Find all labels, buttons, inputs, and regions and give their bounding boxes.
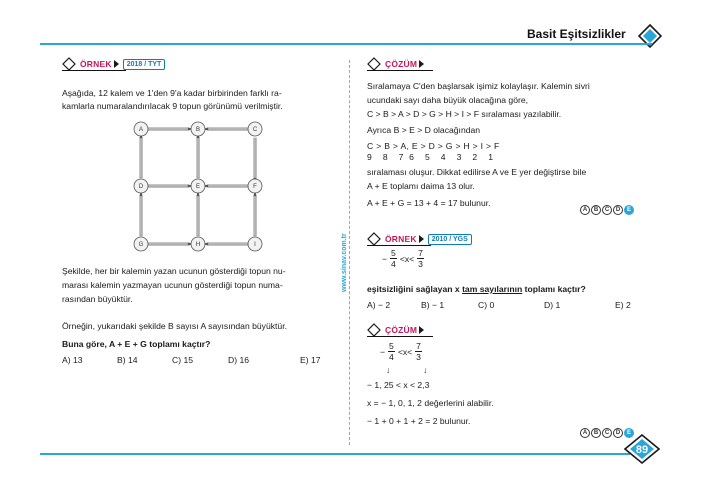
answer-circle: C xyxy=(602,205,612,215)
example2-label: ÖRNEK xyxy=(385,234,417,244)
ball-label: E xyxy=(195,184,201,190)
header-rule xyxy=(40,43,652,45)
year-tag: 2010 / YGS xyxy=(428,234,472,245)
example2-badge xyxy=(367,232,472,246)
down-arrow-icon: ↓ xyxy=(386,365,391,375)
option-c: C) 0 xyxy=(478,300,495,310)
ball-label: D xyxy=(138,184,144,190)
option-b: B) 14 xyxy=(117,355,138,365)
sol1-chain-numbers: 9 8 7 6 5 4 3 2 1 xyxy=(367,152,494,162)
fraction: $\frac{7}{3}$ xyxy=(418,248,423,269)
para1-line-3: rasından büyüktür. xyxy=(62,294,133,304)
option-e: E) 2 xyxy=(615,300,631,310)
fraction: $\frac{5}{4}$ xyxy=(389,341,394,362)
ball-label: B xyxy=(195,127,201,133)
example2-inequality: − $\frac{5}{4}$ <x< $\frac{7}{3}$ xyxy=(382,248,423,269)
sol2-line-3: − 1 + 0 + 1 + 2 = 2 bulunur. xyxy=(367,416,471,426)
intro-line-2: kamlarla numaralandırılacak 9 topun görünümü verilmiştir. xyxy=(62,101,283,111)
option-a: A) − 2 xyxy=(367,300,391,310)
option-c: C) 15 xyxy=(172,355,194,365)
arrow-right-icon xyxy=(114,60,119,68)
chapter-title: Basit Eşitsizlikler xyxy=(527,27,626,41)
diamond-icon xyxy=(367,323,381,337)
ball-label: I xyxy=(254,242,256,248)
diamond-icon xyxy=(367,57,381,71)
answer-key-1 xyxy=(580,205,634,215)
site-url: www.sinav.com.tr xyxy=(341,233,348,292)
year-tag: 2018 / TYT xyxy=(123,59,166,70)
diamond-icon xyxy=(367,232,381,246)
example2-options xyxy=(367,300,631,310)
ball-label: F xyxy=(253,184,257,190)
diamond-icon xyxy=(62,57,76,71)
answer-circle: C xyxy=(602,428,612,438)
para1-line-2: marası kalemin yazmayan ucunun gösterdiği topun numa- xyxy=(62,280,283,290)
ball-label: H xyxy=(195,242,201,248)
solution-badge xyxy=(367,57,424,71)
sol1-line-7: A + E + G = 13 + 4 = 17 bulunur. xyxy=(367,198,491,208)
pen-ball-figure xyxy=(128,120,268,256)
example-label: ÖRNEK xyxy=(80,59,112,69)
solution2-inequality: − $\frac{5}{4}$ <x< $\frac{7}{3}$ xyxy=(380,341,421,362)
sol1-line-1: Sıralamaya C'den başlarsak işimiz kolaylaşır. Kalemin sivri xyxy=(367,81,590,91)
down-arrow-icon: ↓ xyxy=(423,365,428,375)
sol1-line-2: ucundaki sayı daha büyük olacağına göre, xyxy=(367,95,529,105)
column-divider xyxy=(349,60,350,445)
answer-circle: A xyxy=(580,205,590,215)
answer-circle: D xyxy=(613,428,623,438)
arrow-right-icon xyxy=(419,60,424,68)
solution2-badge xyxy=(367,323,424,337)
ball-label: C xyxy=(252,127,258,133)
fraction: $\frac{5}{4}$ xyxy=(391,248,396,269)
answer-circle: A xyxy=(580,428,590,438)
ball-label: A xyxy=(138,127,144,133)
sol2-line-1: − 1, 25 < x < 2,3 xyxy=(367,380,430,390)
answer-circle: B xyxy=(591,428,601,438)
answer-circle-selected: E xyxy=(624,428,634,438)
sol1-chain: C > B > A, E > D > G > H > I > F xyxy=(367,141,500,151)
footer-rule xyxy=(40,453,630,455)
option-d: D) 16 xyxy=(228,355,250,365)
option-d: D) 1 xyxy=(544,300,561,310)
options-row xyxy=(62,355,321,365)
sol1-line-4: Ayrıca B > E > D olacağından xyxy=(367,125,481,135)
solution-label: ÇÖZÜM xyxy=(385,59,418,69)
page-number: 89 xyxy=(635,444,649,456)
example2-question: eşitsizliğini sağlayan x tam sayılarının toplamı kaçtır? xyxy=(367,284,586,294)
fraction: $\frac{7}{3}$ xyxy=(416,341,421,362)
answer-circle: D xyxy=(613,205,623,215)
answer-circle-selected: E xyxy=(624,205,634,215)
option-e: E) 17 xyxy=(300,355,321,365)
ball-label: G xyxy=(138,242,144,248)
arrow-right-icon xyxy=(419,235,424,243)
para1-line-1: Şekilde, her bir kalemin yazan ucunun gösterdiği topun nu- xyxy=(62,266,286,276)
arrow-right-icon xyxy=(419,326,424,334)
option-b: B) − 1 xyxy=(421,300,445,310)
answer-circle: B xyxy=(591,205,601,215)
para2: Örneğin, yukarıdaki şekilde B sayısı A sayısından büyüktür. xyxy=(62,321,287,331)
sol2-line-2: x = − 1, 0, 1, 2 değerlerini alabilir. xyxy=(367,398,494,408)
sol1-line-5: sıralaması oluşur. Dikkat edilirse A ve E yer değiştirse bile xyxy=(367,167,587,177)
intro-line-1: Aşağıda, 12 kalem ve 1'den 9'a kadar birbirinden farklı ra- xyxy=(62,88,282,98)
solution2-label: ÇÖZÜM xyxy=(385,325,418,335)
example-badge xyxy=(62,57,165,71)
option-a: A) 13 xyxy=(62,355,83,365)
question: Buna göre, A + E + G toplamı kaçtır? xyxy=(62,339,211,349)
sol1-line-6: A + E toplamı daima 13 olur. xyxy=(367,181,475,191)
sol1-line-3: C > B > A > D > G > H > I > F sıralaması yazılabilir. xyxy=(367,109,562,119)
